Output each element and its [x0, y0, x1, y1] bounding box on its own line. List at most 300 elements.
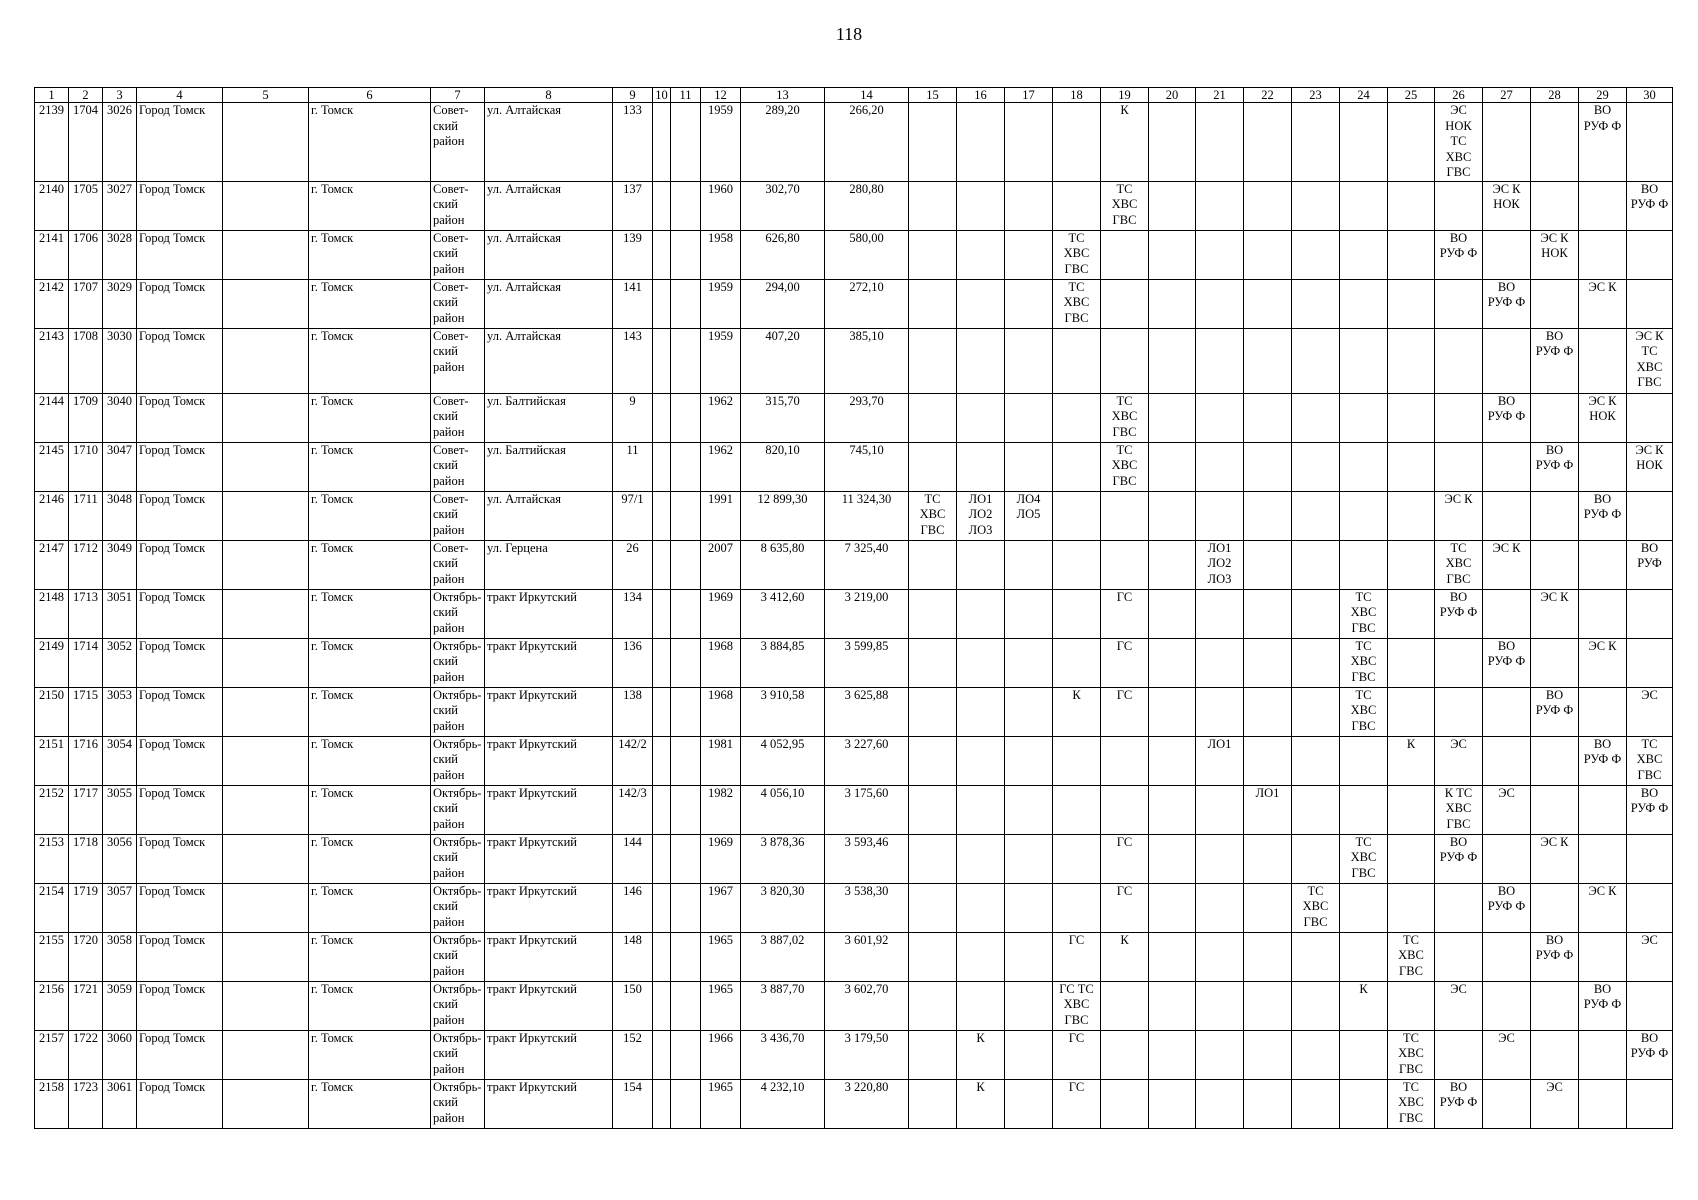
- cell-col-7: Октябрь- ский район: [431, 883, 485, 932]
- cell-col-6: г. Томск: [309, 687, 431, 736]
- cell-col-26: ВО РУФ Ф: [1435, 1079, 1483, 1128]
- cell-col-19: [1101, 981, 1149, 1030]
- cell-col-4: Город Томск: [137, 1030, 223, 1079]
- cell-col-4: Город Томск: [137, 103, 223, 182]
- cell-col-5: [223, 883, 309, 932]
- cell-col-3: 3052: [103, 638, 137, 687]
- cell-col-7: Совет- ский район: [431, 540, 485, 589]
- cell-col-2: 1708: [69, 328, 103, 393]
- cell-col-1: 2143: [35, 328, 69, 393]
- cell-col-2: 1718: [69, 834, 103, 883]
- cell-col-22: [1244, 442, 1292, 491]
- cell-col-3: 3053: [103, 687, 137, 736]
- cell-col-16: [957, 540, 1005, 589]
- cell-col-26: [1435, 638, 1483, 687]
- cell-col-16: К: [957, 1030, 1005, 1079]
- cell-col-30: [1627, 589, 1673, 638]
- cell-col-14: 385,10: [825, 328, 909, 393]
- cell-col-29: [1579, 442, 1627, 491]
- cell-col-1: 2148: [35, 589, 69, 638]
- cell-col-5: [223, 981, 309, 1030]
- table-row: [35, 687, 1673, 736]
- cell-col-5: [223, 589, 309, 638]
- cell-col-26: [1435, 932, 1483, 981]
- cell-col-5: [223, 103, 309, 182]
- cell-col-9: 144: [613, 834, 653, 883]
- cell-col-29: [1579, 834, 1627, 883]
- cell-col-7: Совет- ский район: [431, 393, 485, 442]
- column-number-6: 6: [309, 88, 431, 103]
- cell-col-2: 1714: [69, 638, 103, 687]
- cell-col-5: [223, 1079, 309, 1128]
- cell-col-12: 1965: [701, 932, 741, 981]
- cell-col-11: [671, 181, 701, 230]
- cell-col-12: 1962: [701, 442, 741, 491]
- table-row: [35, 736, 1673, 785]
- cell-col-20: [1149, 442, 1196, 491]
- cell-col-30: ЭС: [1627, 687, 1673, 736]
- cell-col-4: Город Томск: [137, 687, 223, 736]
- cell-col-27: ВО РУФ Ф: [1483, 393, 1531, 442]
- cell-col-6: г. Томск: [309, 834, 431, 883]
- cell-col-11: [671, 932, 701, 981]
- cell-col-16: [957, 393, 1005, 442]
- cell-col-15: [909, 328, 957, 393]
- cell-col-25: К: [1388, 736, 1435, 785]
- cell-col-11: [671, 491, 701, 540]
- cell-col-9: 142/3: [613, 785, 653, 834]
- cell-col-1: 2146: [35, 491, 69, 540]
- cell-col-12: 1991: [701, 491, 741, 540]
- cell-col-21: [1196, 834, 1244, 883]
- cell-col-18: [1053, 736, 1101, 785]
- cell-col-23: [1292, 181, 1340, 230]
- cell-col-30: ЭС К ТС ХВС ГВС: [1627, 328, 1673, 393]
- column-number-18: 18: [1053, 88, 1101, 103]
- cell-col-16: [957, 785, 1005, 834]
- cell-col-24: [1340, 932, 1388, 981]
- cell-col-15: [909, 981, 957, 1030]
- cell-col-18: [1053, 393, 1101, 442]
- cell-col-3: 3028: [103, 230, 137, 279]
- cell-col-13: 8 635,80: [741, 540, 825, 589]
- cell-col-21: ЛО1: [1196, 736, 1244, 785]
- cell-col-19: ТС ХВС ГВС: [1101, 181, 1149, 230]
- cell-col-10: [653, 638, 671, 687]
- table-row: [35, 230, 1673, 279]
- cell-col-23: [1292, 589, 1340, 638]
- cell-col-14: 3 219,00: [825, 589, 909, 638]
- cell-col-10: [653, 393, 671, 442]
- cell-col-9: 141: [613, 279, 653, 328]
- cell-col-28: [1531, 181, 1579, 230]
- cell-col-20: [1149, 1030, 1196, 1079]
- cell-col-6: г. Томск: [309, 103, 431, 182]
- cell-col-6: г. Томск: [309, 932, 431, 981]
- cell-col-18: ТС ХВС ГВС: [1053, 230, 1101, 279]
- cell-col-2: 1706: [69, 230, 103, 279]
- cell-col-15: [909, 687, 957, 736]
- cell-col-22: [1244, 230, 1292, 279]
- cell-col-13: 302,70: [741, 181, 825, 230]
- cell-col-6: г. Томск: [309, 638, 431, 687]
- cell-col-26: [1435, 393, 1483, 442]
- cell-col-8: ул. Герцена: [485, 540, 613, 589]
- column-number-row: [35, 88, 1673, 103]
- column-number-28: 28: [1531, 88, 1579, 103]
- cell-col-1: 2153: [35, 834, 69, 883]
- cell-col-19: ТС ХВС ГВС: [1101, 442, 1149, 491]
- cell-col-9: 146: [613, 883, 653, 932]
- cell-col-16: [957, 834, 1005, 883]
- cell-col-10: [653, 1079, 671, 1128]
- cell-col-11: [671, 638, 701, 687]
- cell-col-15: [909, 589, 957, 638]
- cell-col-27: ЭС: [1483, 785, 1531, 834]
- cell-col-27: ВО РУФ Ф: [1483, 279, 1531, 328]
- cell-col-8: тракт Иркутский: [485, 1079, 613, 1128]
- cell-col-29: ВО РУФ Ф: [1579, 491, 1627, 540]
- cell-col-5: [223, 328, 309, 393]
- cell-col-12: 1969: [701, 834, 741, 883]
- cell-col-18: ГС: [1053, 932, 1101, 981]
- cell-col-4: Город Томск: [137, 540, 223, 589]
- cell-col-7: Совет- ский район: [431, 103, 485, 182]
- cell-col-17: [1005, 230, 1053, 279]
- cell-col-8: тракт Иркутский: [485, 981, 613, 1030]
- cell-col-30: ВО РУФ Ф: [1627, 1030, 1673, 1079]
- cell-col-24: [1340, 883, 1388, 932]
- cell-col-13: 3 887,70: [741, 981, 825, 1030]
- cell-col-20: [1149, 230, 1196, 279]
- cell-col-14: 3 599,85: [825, 638, 909, 687]
- cell-col-21: [1196, 491, 1244, 540]
- cell-col-4: Город Томск: [137, 638, 223, 687]
- cell-col-28: [1531, 540, 1579, 589]
- cell-col-13: 626,80: [741, 230, 825, 279]
- cell-col-24: ТС ХВС ГВС: [1340, 589, 1388, 638]
- cell-col-14: 3 220,80: [825, 1079, 909, 1128]
- cell-col-5: [223, 279, 309, 328]
- cell-col-4: Город Томск: [137, 932, 223, 981]
- cell-col-4: Город Томск: [137, 279, 223, 328]
- cell-col-22: ЛО1: [1244, 785, 1292, 834]
- cell-col-29: [1579, 1079, 1627, 1128]
- cell-col-6: г. Томск: [309, 981, 431, 1030]
- cell-col-15: [909, 442, 957, 491]
- cell-col-25: ТС ХВС ГВС: [1388, 932, 1435, 981]
- cell-col-18: [1053, 181, 1101, 230]
- cell-col-15: [909, 230, 957, 279]
- cell-col-11: [671, 540, 701, 589]
- cell-col-9: 134: [613, 589, 653, 638]
- cell-col-15: [909, 540, 957, 589]
- cell-col-22: [1244, 491, 1292, 540]
- cell-col-7: Совет- ский район: [431, 328, 485, 393]
- cell-col-18: [1053, 785, 1101, 834]
- cell-col-19: ГС: [1101, 883, 1149, 932]
- cell-col-22: [1244, 589, 1292, 638]
- cell-col-1: 2155: [35, 932, 69, 981]
- cell-col-12: 1965: [701, 1079, 741, 1128]
- column-number-30: 30: [1627, 88, 1673, 103]
- cell-col-3: 3057: [103, 883, 137, 932]
- cell-col-1: 2142: [35, 279, 69, 328]
- cell-col-7: Совет- ский район: [431, 279, 485, 328]
- cell-col-27: [1483, 230, 1531, 279]
- cell-col-18: ГС: [1053, 1030, 1101, 1079]
- cell-col-19: ГС: [1101, 638, 1149, 687]
- cell-col-9: 150: [613, 981, 653, 1030]
- cell-col-12: 1969: [701, 589, 741, 638]
- cell-col-24: [1340, 442, 1388, 491]
- cell-col-8: ул. Балтийская: [485, 442, 613, 491]
- cell-col-8: ул. Алтайская: [485, 230, 613, 279]
- column-number-15: 15: [909, 88, 957, 103]
- cell-col-17: [1005, 834, 1053, 883]
- cell-col-16: [957, 589, 1005, 638]
- cell-col-21: [1196, 328, 1244, 393]
- cell-col-6: г. Томск: [309, 589, 431, 638]
- cell-col-1: 2145: [35, 442, 69, 491]
- cell-col-15: [909, 834, 957, 883]
- cell-col-19: К: [1101, 932, 1149, 981]
- cell-col-30: [1627, 638, 1673, 687]
- cell-col-20: [1149, 1079, 1196, 1128]
- cell-col-29: ВО РУФ Ф: [1579, 103, 1627, 182]
- cell-col-1: 2156: [35, 981, 69, 1030]
- cell-col-20: [1149, 393, 1196, 442]
- cell-col-7: Октябрь- ский район: [431, 932, 485, 981]
- cell-col-16: [957, 442, 1005, 491]
- column-number-24: 24: [1340, 88, 1388, 103]
- table-row: [35, 981, 1673, 1030]
- cell-col-22: [1244, 638, 1292, 687]
- cell-col-7: Октябрь- ский район: [431, 638, 485, 687]
- cell-col-27: ЭС К: [1483, 540, 1531, 589]
- cell-col-23: [1292, 103, 1340, 182]
- cell-col-6: г. Томск: [309, 1079, 431, 1128]
- cell-col-23: [1292, 328, 1340, 393]
- cell-col-11: [671, 230, 701, 279]
- cell-col-3: 3047: [103, 442, 137, 491]
- cell-col-3: 3049: [103, 540, 137, 589]
- cell-col-28: [1531, 491, 1579, 540]
- cell-col-19: К: [1101, 103, 1149, 182]
- cell-col-6: г. Томск: [309, 540, 431, 589]
- cell-col-26: [1435, 687, 1483, 736]
- cell-col-22: [1244, 932, 1292, 981]
- cell-col-21: [1196, 103, 1244, 182]
- cell-col-29: [1579, 328, 1627, 393]
- cell-col-17: [1005, 638, 1053, 687]
- cell-col-10: [653, 181, 671, 230]
- cell-col-15: [909, 1079, 957, 1128]
- cell-col-27: [1483, 589, 1531, 638]
- cell-col-7: Октябрь- ский район: [431, 981, 485, 1030]
- cell-col-25: [1388, 181, 1435, 230]
- cell-col-24: [1340, 1030, 1388, 1079]
- cell-col-25: [1388, 393, 1435, 442]
- cell-col-14: 3 175,60: [825, 785, 909, 834]
- cell-col-17: [1005, 540, 1053, 589]
- cell-col-16: [957, 883, 1005, 932]
- cell-col-1: 2147: [35, 540, 69, 589]
- cell-col-5: [223, 491, 309, 540]
- cell-col-14: 3 593,46: [825, 834, 909, 883]
- cell-col-6: г. Томск: [309, 785, 431, 834]
- cell-col-14: 3 625,88: [825, 687, 909, 736]
- cell-col-10: [653, 1030, 671, 1079]
- cell-col-17: [1005, 442, 1053, 491]
- cell-col-5: [223, 834, 309, 883]
- table-row: [35, 785, 1673, 834]
- cell-col-12: 1962: [701, 393, 741, 442]
- cell-col-22: [1244, 393, 1292, 442]
- cell-col-18: [1053, 883, 1101, 932]
- column-number-19: 19: [1101, 88, 1149, 103]
- cell-col-13: 289,20: [741, 103, 825, 182]
- cell-col-14: 580,00: [825, 230, 909, 279]
- column-number-23: 23: [1292, 88, 1340, 103]
- cell-col-20: [1149, 491, 1196, 540]
- cell-col-3: 3048: [103, 491, 137, 540]
- cell-col-17: [1005, 279, 1053, 328]
- cell-col-21: [1196, 883, 1244, 932]
- cell-col-20: [1149, 181, 1196, 230]
- cell-col-19: [1101, 785, 1149, 834]
- cell-col-16: К: [957, 1079, 1005, 1128]
- cell-col-30: [1627, 883, 1673, 932]
- cell-col-24: [1340, 393, 1388, 442]
- cell-col-3: 3059: [103, 981, 137, 1030]
- cell-col-8: тракт Иркутский: [485, 687, 613, 736]
- cell-col-1: 2150: [35, 687, 69, 736]
- table-row: [35, 883, 1673, 932]
- cell-col-12: 2007: [701, 540, 741, 589]
- cell-col-22: [1244, 1079, 1292, 1128]
- table-row: [35, 103, 1673, 182]
- cell-col-18: ТС ХВС ГВС: [1053, 279, 1101, 328]
- cell-col-20: [1149, 328, 1196, 393]
- cell-col-9: 148: [613, 932, 653, 981]
- table-row: [35, 393, 1673, 442]
- cell-col-5: [223, 1030, 309, 1079]
- cell-col-9: 138: [613, 687, 653, 736]
- cell-col-1: 2158: [35, 1079, 69, 1128]
- cell-col-20: [1149, 785, 1196, 834]
- cell-col-20: [1149, 103, 1196, 182]
- cell-col-11: [671, 328, 701, 393]
- cell-col-1: 2151: [35, 736, 69, 785]
- cell-col-18: [1053, 540, 1101, 589]
- cell-col-9: 142/2: [613, 736, 653, 785]
- cell-col-30: ВО РУФ: [1627, 540, 1673, 589]
- cell-col-17: [1005, 687, 1053, 736]
- cell-col-20: [1149, 883, 1196, 932]
- cell-col-10: [653, 785, 671, 834]
- cell-col-13: 3 820,30: [741, 883, 825, 932]
- cell-col-17: ЛО4 ЛО5: [1005, 491, 1053, 540]
- cell-col-18: ГС: [1053, 1079, 1101, 1128]
- cell-col-7: Совет- ский район: [431, 230, 485, 279]
- cell-col-4: Город Томск: [137, 491, 223, 540]
- cell-col-3: 3056: [103, 834, 137, 883]
- cell-col-20: [1149, 638, 1196, 687]
- cell-col-24: ТС ХВС ГВС: [1340, 834, 1388, 883]
- cell-col-11: [671, 589, 701, 638]
- cell-col-4: Город Томск: [137, 883, 223, 932]
- cell-col-29: [1579, 687, 1627, 736]
- cell-col-22: [1244, 181, 1292, 230]
- cell-col-13: 315,70: [741, 393, 825, 442]
- cell-col-19: ГС: [1101, 589, 1149, 638]
- cell-col-21: [1196, 785, 1244, 834]
- cell-col-6: г. Томск: [309, 491, 431, 540]
- cell-col-8: ул. Балтийская: [485, 393, 613, 442]
- cell-col-28: [1531, 1030, 1579, 1079]
- cell-col-13: 12 899,30: [741, 491, 825, 540]
- cell-col-28: ЭС: [1531, 1079, 1579, 1128]
- column-number-29: 29: [1579, 88, 1627, 103]
- cell-col-14: 3 538,30: [825, 883, 909, 932]
- cell-col-16: [957, 279, 1005, 328]
- cell-col-24: К: [1340, 981, 1388, 1030]
- cell-col-24: [1340, 1079, 1388, 1128]
- table-row: [35, 328, 1673, 393]
- cell-col-2: 1711: [69, 491, 103, 540]
- cell-col-11: [671, 687, 701, 736]
- cell-col-28: ВО РУФ Ф: [1531, 328, 1579, 393]
- cell-col-22: [1244, 279, 1292, 328]
- cell-col-2: 1719: [69, 883, 103, 932]
- cell-col-24: [1340, 540, 1388, 589]
- cell-col-20: [1149, 589, 1196, 638]
- cell-col-2: 1705: [69, 181, 103, 230]
- cell-col-19: [1101, 1030, 1149, 1079]
- cell-col-11: [671, 442, 701, 491]
- cell-col-20: [1149, 687, 1196, 736]
- cell-col-1: 2152: [35, 785, 69, 834]
- cell-col-17: [1005, 785, 1053, 834]
- cell-col-27: [1483, 442, 1531, 491]
- cell-col-3: 3029: [103, 279, 137, 328]
- cell-col-4: Город Томск: [137, 230, 223, 279]
- cell-col-4: Город Томск: [137, 328, 223, 393]
- cell-col-7: Совет- ский район: [431, 491, 485, 540]
- cell-col-14: 272,10: [825, 279, 909, 328]
- cell-col-13: 3 412,60: [741, 589, 825, 638]
- table-row: [35, 181, 1673, 230]
- cell-col-16: [957, 181, 1005, 230]
- column-number-10: 10: [653, 88, 671, 103]
- cell-col-29: ЭС К: [1579, 279, 1627, 328]
- cell-col-10: [653, 540, 671, 589]
- cell-col-3: 3061: [103, 1079, 137, 1128]
- cell-col-28: [1531, 883, 1579, 932]
- cell-col-29: ВО РУФ Ф: [1579, 736, 1627, 785]
- cell-col-11: [671, 736, 701, 785]
- cell-col-1: 2139: [35, 103, 69, 182]
- cell-col-3: 3027: [103, 181, 137, 230]
- cell-col-30: [1627, 230, 1673, 279]
- cell-col-27: [1483, 834, 1531, 883]
- cell-col-12: 1981: [701, 736, 741, 785]
- cell-col-11: [671, 279, 701, 328]
- cell-col-26: ВО РУФ Ф: [1435, 834, 1483, 883]
- cell-col-25: [1388, 589, 1435, 638]
- cell-col-3: 3054: [103, 736, 137, 785]
